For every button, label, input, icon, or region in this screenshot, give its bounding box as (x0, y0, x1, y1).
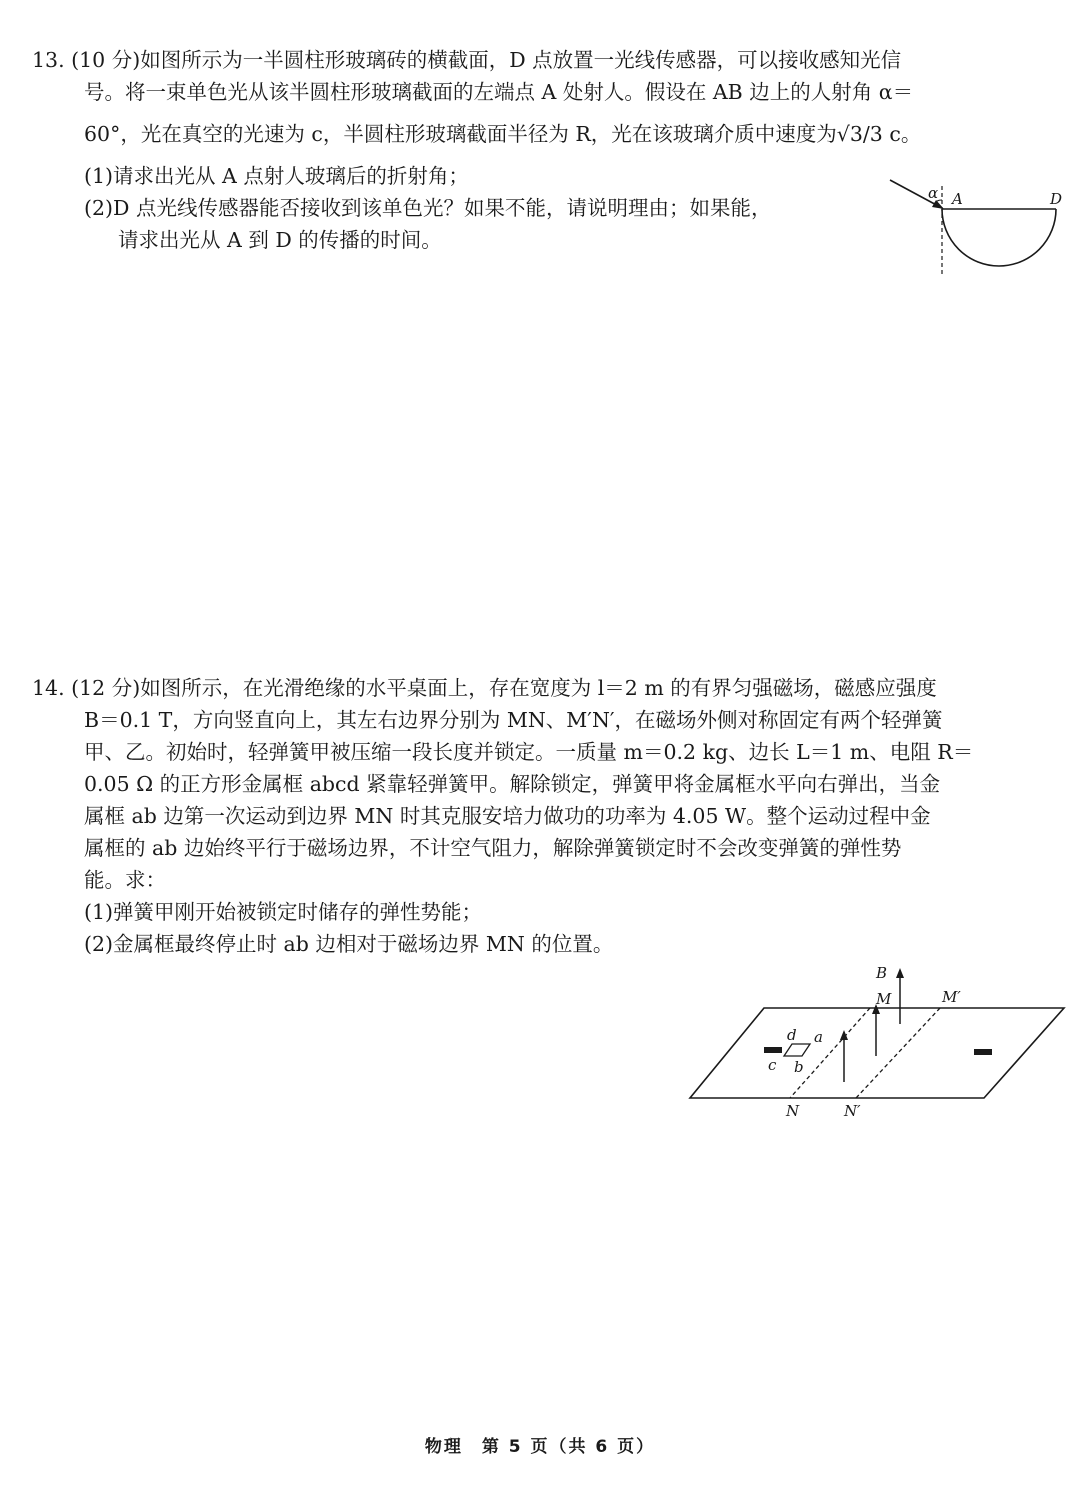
label-N-prime: N′ (844, 1102, 861, 1120)
label-b: b (794, 1058, 804, 1076)
label-N: N (786, 1102, 800, 1120)
q14-subquestion-1: (1)弹簧甲刚开始被锁定时储存的弹性势能； (84, 900, 483, 924)
q14-line-7: 能。求： (84, 868, 166, 892)
q14-line-2: B＝0.1 T，方向竖直向上，其左右边界分别为 MN、M′N′，在磁场外侧对称固定有两个轻弹簧 (84, 708, 943, 732)
page-footer: 物理 第 5 页（共 6 页） (424, 1437, 656, 1457)
q14-line-1: 14. (12 分)如图所示，在光滑绝缘的水平桌面上，存在宽度为 l＝2 m 的有界匀强磁场，磁感应强度 (32, 676, 937, 700)
label-alpha: α (928, 184, 939, 202)
q13-line-2: 号。将一束单色光从该半圆柱形玻璃截面的左端点 A 处射人。假设在 AB 边上的人射角 α＝ (84, 80, 914, 104)
q14-line-5: 属框 ab 边第一次运动到边界 MN 时其克服安培力做功的功率为 4.05 W。整个运动过程中金 (84, 804, 931, 828)
metal-frame-abcd (784, 1044, 810, 1056)
q13-semicircle-figure (880, 176, 1070, 290)
q14-line-6: 属框的 ab 边始终平行于磁场边界，不计空气阻力，解除弹簧锁定时不会改变弹簧的弹性势 (84, 836, 902, 860)
table-surface (690, 1008, 1064, 1098)
label-D: D (1050, 190, 1063, 208)
q14-subquestion-2: (2)金属框最终停止时 ab 边相对于磁场边界 MN 的位置。 (84, 932, 614, 956)
label-a: a (814, 1028, 823, 1046)
question-14 (32, 672, 1072, 960)
arrow-up-icon (896, 968, 904, 978)
boundary-M2N2 (856, 1008, 940, 1098)
boundary-MN (790, 1008, 870, 1098)
q13-line-3: 60°，光在真空的光速为 c，半圆柱形玻璃截面半径为 R，光在该玻璃介质中速度为√3/3 c。 (84, 122, 922, 146)
label-M-prime: M′ (942, 988, 961, 1006)
label-A: A (952, 190, 963, 208)
q14-line-3: 甲、乙。初始时，轻弹簧甲被压缩一段长度并锁定。一质量 m＝0.2 kg、边长 L＝1 m、电阻 R＝ (84, 740, 974, 764)
q13-subquestion-2-cont: 请求出光从 A 到 D 的传播的时间。 (118, 228, 442, 252)
label-c: c (768, 1056, 777, 1074)
q13-subquestion-1: (1)请求出光从 A 点射人玻璃后的折射角； (84, 164, 469, 188)
label-M: M (876, 990, 892, 1008)
semicircle-arc (942, 209, 1056, 266)
spring-yi (974, 1049, 992, 1055)
q14-magnetic-field-figure (684, 964, 1074, 1133)
q13-subquestion-2: (2)D 点光线传感器能否接收到该单色光？如果不能，请说明理由；如果能， (84, 196, 772, 220)
q13-line-1: 13. (10 分)如图所示为一半圆柱形玻璃砖的横截面，D 点放置一光线传感器，可以接收感知光信 (32, 48, 902, 72)
q14-line-4: 0.05 Ω 的正方形金属框 abcd 紧靠轻弹簧甲。解除锁定，弹簧甲将金属框水平向右弹出，当金 (84, 772, 941, 796)
label-d: d (787, 1026, 797, 1044)
spring-jia (764, 1047, 782, 1053)
label-B: B (876, 964, 888, 982)
